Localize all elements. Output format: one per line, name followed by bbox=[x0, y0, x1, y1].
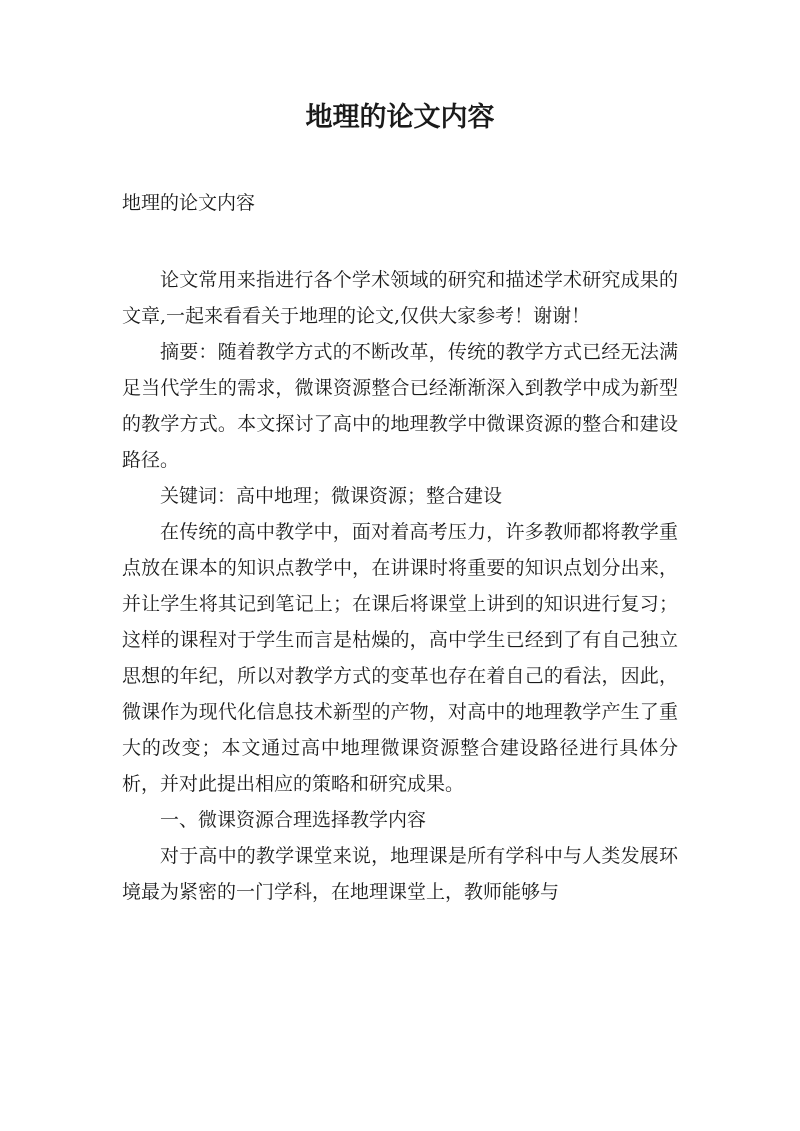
abstract-paragraph: 摘要：随着教学方式的不断改革，传统的教学方式已经无法满足当代学生的需求，微课资源整合已经渐渐深入到教学中成为新型的教学方式。本文探讨了高中的地理教学中微课资源的整合和建设路径。 bbox=[122, 341, 678, 471]
document-subtitle: 地理的论文内容 bbox=[122, 192, 256, 214]
keywords-paragraph: 关键词：高中地理；微课资源；整合建设 bbox=[160, 485, 503, 507]
document-title: 地理的论文内容 bbox=[305, 102, 495, 133]
document-body bbox=[122, 262, 678, 910]
section-heading: 一、微课资源合理选择教学内容 bbox=[160, 809, 427, 831]
intro-paragraph: 论文常用来指进行各个学术领域的研究和描述学术研究成果的文章,一起来看看关于地理的论文,仅供大家参考！谢谢！ bbox=[122, 269, 678, 327]
body-paragraph-continued: 对于高中的教学课堂来说，地理课是所有学科中与人类发展环境最为紧密的一门学科，在地理课堂上，教师能够与 bbox=[122, 845, 678, 903]
body-paragraph: 在传统的高中教学中，面对着高考压力，许多教师都将教学重点放在课本的知识点教学中，在讲课时将重要的知识点划分出来，并让学生将其记到笔记上；在课后将课堂上讲到的知识进行复习；这样的课程对于学生而言是枯燥的，高中学生已经到了有自己独立思想的年纪，所以对教学方式的变革也存在着自己的看法，因此，微课作为现代化信息技术新型的产物，对高中的地理教学产生了重大的改变；本文通过高中地理微课资源整合建设路径进行具体分析，并对此提出相应的策略和研究成果。 bbox=[122, 521, 678, 795]
